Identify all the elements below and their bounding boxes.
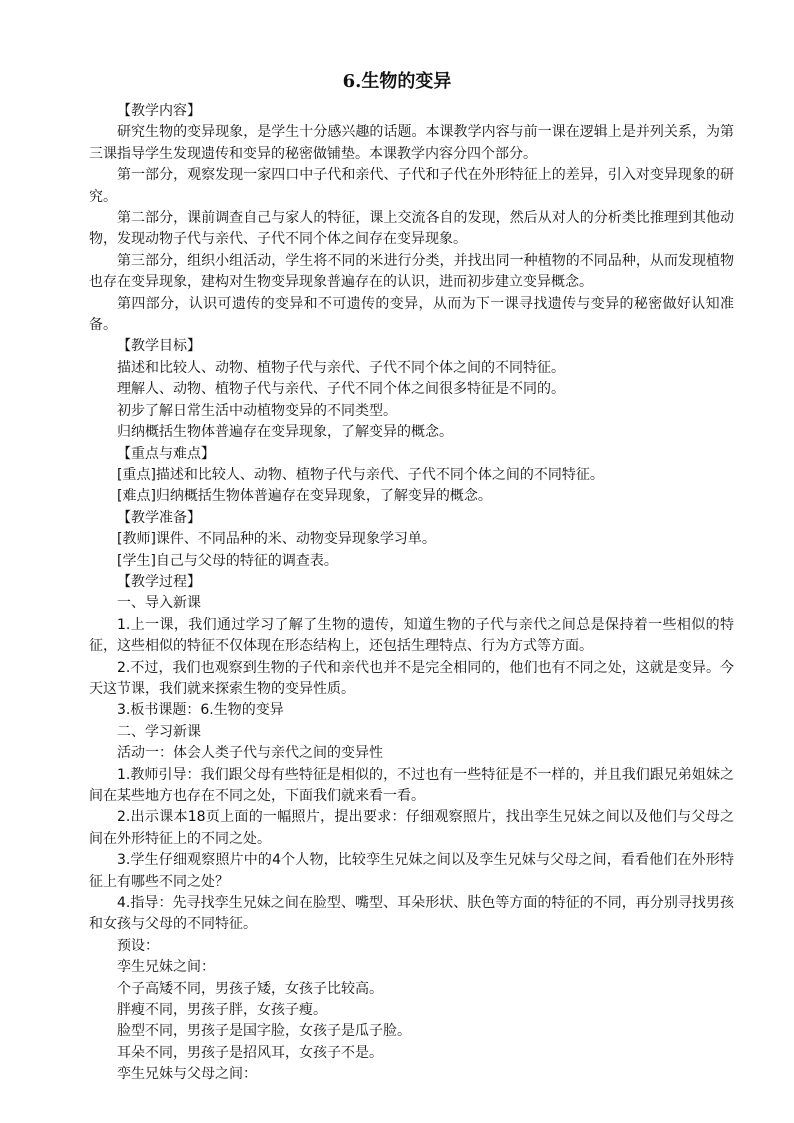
page-title: 6.生物的变异	[342, 71, 452, 92]
paragraph: 活动一：体会人类子代与亲代之间的变异性	[117, 745, 383, 762]
paragraph: [学生]自己与父母的特征的调查表。	[117, 552, 338, 569]
paragraph: 研究生物的变异现象，是学生十分感兴趣的话题。本课教学内容与前一课在逻辑上是并列关系，为第三课指导学生发现遗传和变异的秘密做铺垫。本课教学内容分四个部分。	[89, 124, 734, 162]
document-body	[89, 101, 734, 1086]
paragraph: [难点]归纳概括生物体普遍存在变异现象，了解变异的概念。	[117, 488, 492, 505]
paragraph: 第二部分，课前调查自己与家人的特征，课上交流各自的发现，然后从对人的分析类比推理到其他动物，发现动物子代与亲代、子代不同个体之间存在变异现象。	[89, 210, 734, 248]
paragraph: [教师]课件、不同品种的米、动物变异现象学习单。	[117, 531, 436, 548]
paragraph: 理解人、动物、植物子代与亲代、子代不同个体之间很多特征是不同的。	[117, 381, 565, 398]
paragraph: [重点]描述和比较人、动物、植物子代与亲代、子代不同个体之间的不同特征。	[117, 466, 604, 483]
paragraph: 初步了解日常生活中动植物变异的不同类型。	[117, 402, 397, 419]
section-heading-key-points: 【重点与难点】	[117, 445, 215, 462]
paragraph: 孪生兄妹与父母之间：	[117, 1066, 257, 1083]
section-heading-content: 【教学内容】	[117, 103, 201, 119]
paragraph: 孪生兄妹之间：	[117, 959, 215, 976]
paragraph: 归纳概括生物体普遍存在变异现象，了解变异的概念。	[117, 424, 453, 441]
paragraph: 第三部分，组织小组活动，学生将不同的米进行分类，并找出同一种植物的不同品种，从而发现植物也存在变异现象，建构对生物变异现象普遍存在的认识，进而初步建立变异概念。	[89, 252, 734, 291]
paragraph: 胖瘦不同，男孩子胖，女孩子瘦。	[117, 1002, 327, 1019]
paragraph: 4.指导：先寻找孪生兄妹之间在脸型、嘴型、耳朵形状、肤色等方面的特征的不同，再分别寻找男孩和女孩与父母的不同特征。	[89, 895, 734, 933]
subheading: 一、导入新课	[117, 595, 201, 612]
paragraph: 2.出示课本18页上面的一幅照片，提出要求：仔细观察照片，找出孪生兄妹之间以及他们与父母之间在外形特征上的不同之处。	[89, 809, 734, 847]
section-heading-preparation: 【教学准备】	[117, 509, 201, 526]
paragraph: 第四部分，认识可遗传的变异和不可遗传的变异，从而为下一课寻找遗传与变异的秘密做好认知准备。	[89, 295, 734, 334]
section-heading-process: 【教学过程】	[117, 573, 201, 590]
paragraph: 3.学生仔细观察照片中的4个人物，比较孪生兄妹之间以及孪生兄妹与父母之间，看看他们在外形特征上有哪些不同之处？	[89, 852, 734, 890]
paragraph: 脸型不同，男孩子是国字脸，女孩子是瓜子脸。	[117, 1023, 411, 1040]
paragraph: 耳朵不同，男孩子是招风耳，女孩子不是。	[117, 1044, 383, 1061]
paragraph: 第一部分，观察发现一家四口中子代和亲代、子代和子代在外形特征上的差异，引入对变异现象的研究。	[89, 167, 734, 205]
paragraph: 1.上一课，我们通过学习了解了生物的遗传，知道生物的子代与亲代之间总是保持着一些相似的特征，这些相似的特征不仅体现在形态结构上，还包括生理特点、行为方式等方面。	[89, 616, 734, 655]
section-heading-goals: 【教学目标】	[117, 338, 201, 355]
paragraph: 描述和比较人、动物、植物子代与亲代、子代不同个体之间的不同特征。	[117, 359, 565, 376]
paragraph: 1.教师引导：我们跟父母有些特征是相似的，不过也有一些特征是不一样的，并且我们跟兄弟姐妹之间在某些地方也存在不同之处，下面我们就来看一看。	[89, 766, 734, 804]
paragraph: 2.不过，我们也观察到生物的子代和亲代也并不是完全相同的，他们也有不同之处，这就是变异。今天这节课，我们就来探索生物的变异性质。	[89, 659, 734, 697]
paragraph: 预设：	[117, 937, 159, 954]
paragraph: 3.板书课题：6.生物的变异	[117, 702, 284, 719]
subheading: 二、学习新课	[117, 723, 201, 740]
paragraph: 个子高矮不同，男孩子矮，女孩子比较高。	[117, 980, 383, 997]
